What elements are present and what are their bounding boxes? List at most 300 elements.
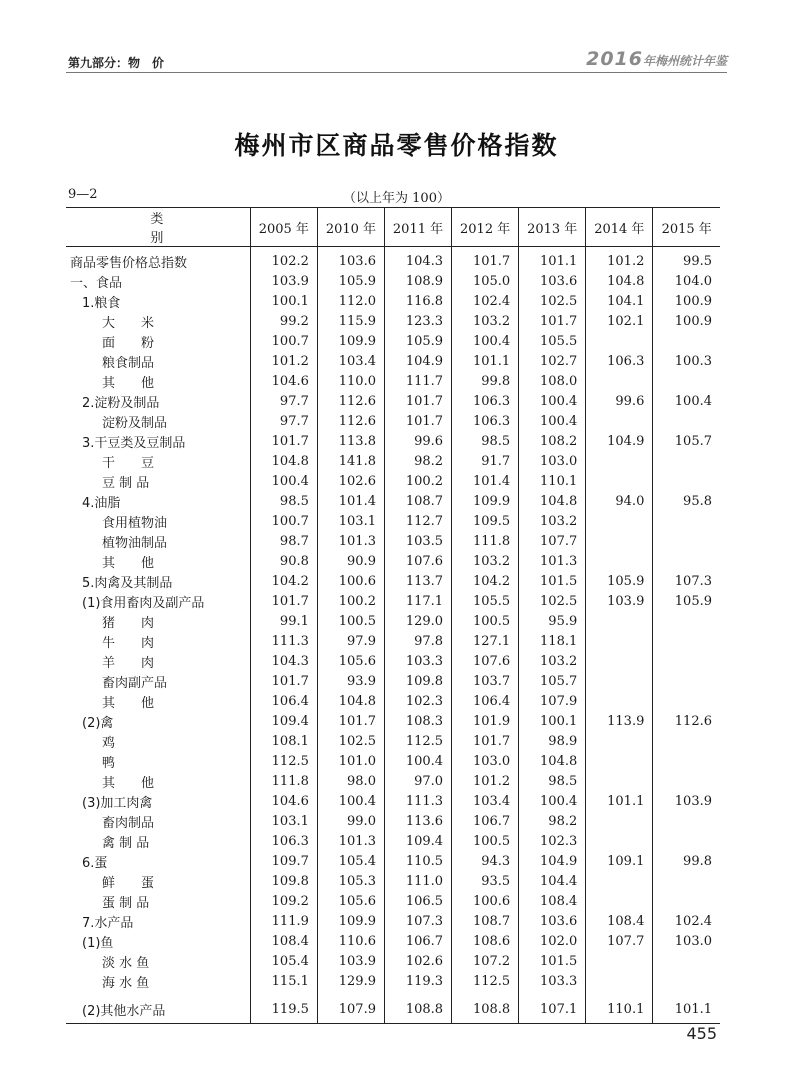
table-cell: 104.8 [519,751,586,771]
table-row [66,391,720,411]
table-cell: 107.9 [317,991,384,1024]
table-cell: 99.6 [384,431,451,451]
table-cell [653,471,720,491]
table-cell: 108.0 [519,371,586,391]
table-cell: 110.1 [586,991,653,1024]
table-cell: 103.9 [653,791,720,811]
table-row [66,371,720,391]
table-cell: 112.0 [317,291,384,311]
table-cell: 129.0 [384,611,451,631]
table-cell: 109.8 [384,671,451,691]
table-cell: 104.4 [519,871,586,891]
table-cell: 109.2 [250,891,317,911]
row-label: 商品零售价格总指数 [70,255,188,271]
table-cell: 127.1 [452,631,519,651]
table-row [66,791,720,811]
table-cell: 106.3 [250,831,317,851]
table-cell [586,411,653,431]
table-cell: 106.3 [452,411,519,431]
row-label: 植物油制品 [102,535,168,551]
table-row [66,911,720,931]
table-cell: 108.6 [452,931,519,951]
table-cell: 104.8 [586,271,653,291]
table-cell: 107.7 [586,931,653,951]
table-cell: 119.3 [384,971,451,991]
table-cell: 111.8 [452,531,519,551]
table-cell: 111.3 [384,791,451,811]
table-cell [653,411,720,431]
table-cell: 110.5 [384,851,451,871]
table-cell: 104.8 [317,691,384,711]
row-label: 淀粉及制品 [102,415,168,431]
column-header-2005: 2005 年 [250,208,317,247]
table-cell: 101.0 [317,751,384,771]
table-cell: 102.2 [250,247,317,272]
table-cell: 100.6 [317,571,384,591]
table-cell: 102.3 [519,831,586,851]
table-cell [586,611,653,631]
table-cell: 103.4 [317,351,384,371]
table-cell: 101.5 [519,571,586,591]
table-cell: 102.4 [452,291,519,311]
column-header-2012: 2012 年 [452,208,519,247]
table-cell: 105.0 [452,271,519,291]
table-cell: 109.7 [250,851,317,871]
row-label: 畜肉制品 [102,815,155,831]
row-label: 干 豆 [102,455,155,471]
table-cell: 115.9 [317,311,384,331]
row-label: 海 水 鱼 [102,975,150,991]
table-cell [586,751,653,771]
table-cell: 104.3 [250,651,317,671]
table-row [66,671,720,691]
table-cell: 108.7 [384,491,451,511]
table-cell: 101.7 [384,391,451,411]
table-row [66,411,720,431]
table-row [66,751,720,771]
row-label: 面 粉 [102,335,155,351]
table-row [66,851,720,871]
table-cell: 104.0 [653,271,720,291]
table-cell: 97.7 [250,391,317,411]
table-cell: 102.6 [384,951,451,971]
table-cell [653,371,720,391]
table-cell [586,551,653,571]
table-cell: 103.7 [452,671,519,691]
table-cell: 104.9 [384,351,451,371]
table-cell [653,951,720,971]
table-cell: 112.5 [250,751,317,771]
table-cell: 104.6 [250,371,317,391]
table-cell: 103.3 [519,971,586,991]
table-cell: 105.5 [519,331,586,351]
column-header-category: 类 别 [66,208,250,247]
table-cell: 101.1 [519,247,586,272]
column-header-2014: 2014 年 [586,208,653,247]
row-label: 3.干豆类及豆制品 [82,435,186,451]
table-row [66,971,720,991]
table-cell: 99.8 [653,851,720,871]
table-cell [653,511,720,531]
table-cell: 101.7 [452,247,519,272]
table-cell: 109.5 [452,511,519,531]
table-cell [653,451,720,471]
table-cell: 116.8 [384,291,451,311]
table-cell: 100.4 [653,391,720,411]
table-cell: 102.0 [519,931,586,951]
table-cell: 106.3 [586,351,653,371]
table-cell: 102.6 [317,471,384,491]
table-row [66,631,720,651]
table-cell: 104.2 [452,571,519,591]
table-cell: 98.9 [519,731,586,751]
table-cell: 108.4 [519,891,586,911]
table-row [66,591,720,611]
table-cell [653,811,720,831]
table-cell: 100.4 [317,791,384,811]
table-cell: 103.2 [519,511,586,531]
section-header: 第九部分：物 价 [68,56,165,70]
table-cell [653,871,720,891]
yearbook-name: 年梅州统计年鉴 [642,54,727,68]
table-cell: 98.2 [384,451,451,471]
table-cell [586,811,653,831]
table-cell: 118.1 [519,631,586,651]
table-cell: 112.6 [653,711,720,731]
table-cell: 101.2 [586,247,653,272]
table-cell: 100.7 [250,331,317,351]
row-label: (2)禽 [82,715,114,731]
table-cell: 98.0 [317,771,384,791]
table-cell: 106.4 [452,691,519,711]
table-cell: 103.2 [519,651,586,671]
table-cell: 102.1 [586,311,653,331]
table-cell: 103.2 [452,311,519,331]
table-cell [653,751,720,771]
table-cell: 100.5 [317,611,384,631]
column-header-2013: 2013 年 [519,208,586,247]
row-label: 畜肉副产品 [102,675,168,691]
table-cell: 113.6 [384,811,451,831]
table-cell [653,631,720,651]
table-cell: 105.5 [452,591,519,611]
table-cell: 108.9 [384,271,451,291]
table-cell [653,611,720,631]
table-cell: 100.7 [250,511,317,531]
column-header-2010: 2010 年 [317,208,384,247]
row-label: 鲜 蛋 [102,875,155,891]
table-cell: 105.9 [317,271,384,291]
table-cell: 98.5 [452,431,519,451]
table-cell: 101.1 [452,351,519,371]
table-cell: 101.4 [452,471,519,491]
table-row [66,351,720,371]
table-cell: 107.3 [384,911,451,931]
row-label: 其 他 [102,695,155,711]
row-label: 淡 水 鱼 [102,955,150,971]
row-label: 5.肉禽及其制品 [82,575,173,591]
table-cell: 100.9 [653,311,720,331]
table-cell: 101.2 [250,351,317,371]
table-cell: 97.7 [250,411,317,431]
table-row [66,731,720,751]
table-cell [586,891,653,911]
table-cell: 100.5 [452,831,519,851]
row-label: (1)鱼 [82,935,114,951]
table-cell: 102.7 [519,351,586,371]
table-cell: 104.8 [250,451,317,471]
table-cell: 101.7 [250,671,317,691]
table-row [66,951,720,971]
table-cell: 100.3 [653,351,720,371]
table-row [66,471,720,491]
table-row [66,291,720,311]
table-cell: 103.9 [250,271,317,291]
table-cell: 111.3 [250,631,317,651]
table-cell [653,971,720,991]
table-row [66,871,720,891]
table-cell: 100.9 [653,291,720,311]
table-row [66,931,720,951]
table-cell: 107.6 [384,551,451,571]
table-cell: 100.6 [452,891,519,911]
table-cell: 107.3 [653,571,720,591]
table-row [66,491,720,511]
table-cell: 103.2 [452,551,519,571]
row-label: 牛 肉 [102,635,155,651]
table-cell [653,531,720,551]
table-cell [586,671,653,691]
table-cell [586,371,653,391]
table-cell [653,671,720,691]
table-cell: 102.3 [384,691,451,711]
table-cell: 98.7 [250,531,317,551]
table-cell: 104.9 [519,851,586,871]
table-cell: 112.5 [384,731,451,751]
table-cell: 107.2 [452,951,519,971]
table-cell: 105.9 [586,571,653,591]
table-row [66,247,720,272]
table-cell [586,511,653,531]
table-cell [586,451,653,471]
table-cell: 103.6 [519,911,586,931]
table-cell: 100.4 [452,331,519,351]
table-cell: 98.2 [519,811,586,831]
row-label: 鸭 [102,755,116,771]
table-cell: 101.1 [586,791,653,811]
table-cell: 103.9 [586,591,653,611]
table-cell: 103.0 [519,451,586,471]
table-cell: 101.5 [519,951,586,971]
table-row [66,571,720,591]
table-row [66,691,720,711]
table-cell: 99.2 [250,311,317,331]
row-label: 2.淀粉及制品 [82,395,160,411]
table-header-row [66,208,720,247]
table-cell [653,771,720,791]
table-cell: 109.9 [317,911,384,931]
table-cell: 105.6 [317,891,384,911]
table-cell: 103.0 [653,931,720,951]
table-row [66,531,720,551]
row-label: 羊 肉 [102,655,155,671]
table-row [66,651,720,671]
row-label: 禽 制 品 [102,835,150,851]
price-index-table [66,207,720,1024]
row-label: 1.粮食 [82,295,121,311]
table-cell: 101.7 [250,591,317,611]
table-cell: 93.5 [452,871,519,891]
table-cell: 97.8 [384,631,451,651]
table-cell: 129.9 [317,971,384,991]
table-cell: 99.5 [653,247,720,272]
table-body [66,247,720,1024]
table-cell [586,651,653,671]
table-cell: 100.4 [250,471,317,491]
table-cell: 104.6 [250,791,317,811]
table-row [66,711,720,731]
table-cell: 100.4 [384,751,451,771]
table-cell: 103.5 [384,531,451,551]
table-cell: 100.4 [519,791,586,811]
table-cell: 95.9 [519,611,586,631]
table-cell: 101.7 [317,711,384,731]
table-cell: 99.8 [452,371,519,391]
table-row [66,551,720,571]
table-row [66,431,720,451]
table-cell: 100.4 [519,411,586,431]
table-row [66,311,720,331]
table-cell: 109.1 [586,851,653,871]
yearbook-year: 2016 [586,48,643,70]
table-cell: 117.1 [384,591,451,611]
table-cell: 115.1 [250,971,317,991]
table-cell: 105.7 [519,671,586,691]
table-cell: 110.1 [519,471,586,491]
table-cell: 94.0 [586,491,653,511]
header-rule [66,72,727,73]
row-label: 蛋 制 品 [102,895,150,911]
row-label: (2)其他水产品 [66,991,250,1024]
table-cell: 101.3 [317,831,384,851]
table-cell: 90.9 [317,551,384,571]
table-cell: 101.2 [452,771,519,791]
table-row [66,811,720,831]
column-header-2011: 2011 年 [384,208,451,247]
row-label: 猪 肉 [102,615,155,631]
table-cell: 100.2 [317,591,384,611]
table-cell: 104.3 [384,247,451,272]
table-cell: 105.6 [317,651,384,671]
table-cell: 107.1 [519,991,586,1024]
row-label: 7.水产品 [82,915,134,931]
table-cell: 103.4 [452,791,519,811]
table-cell [653,691,720,711]
table-cell [653,651,720,671]
table-cell: 113.8 [317,431,384,451]
row-label: 豆 制 品 [102,475,150,491]
table-cell: 108.8 [452,991,519,1024]
unit-note: （以上年为 100） [343,191,450,206]
table-cell: 105.4 [250,951,317,971]
row-label: 4.油脂 [82,495,121,511]
table-cell [586,951,653,971]
table-cell: 103.1 [317,511,384,531]
table-cell: 119.5 [250,991,317,1024]
row-label: 其 他 [102,375,155,391]
table-cell: 107.9 [519,691,586,711]
row-label: (1)食用畜肉及副产品 [82,595,205,611]
table-cell: 100.2 [384,471,451,491]
table-cell: 99.1 [250,611,317,631]
table-cell: 104.9 [586,431,653,451]
table-cell [653,731,720,751]
table-cell: 111.0 [384,871,451,891]
table-cell: 98.5 [250,491,317,511]
column-header-2015: 2015 年 [653,208,720,247]
table-cell: 101.7 [519,311,586,331]
table-cell: 101.4 [317,491,384,511]
row-label: 鸡 [102,735,116,751]
yearbook-header [586,48,727,70]
table-cell: 99.0 [317,811,384,831]
table-cell: 105.3 [317,871,384,891]
table-cell [653,831,720,851]
table-cell: 113.9 [586,711,653,731]
table-cell [586,771,653,791]
table-cell: 105.4 [317,851,384,871]
table-cell [586,971,653,991]
table-cell [586,631,653,651]
table-cell: 91.7 [452,451,519,471]
table-cell: 103.3 [384,651,451,671]
table-cell: 98.5 [519,771,586,791]
table-row [66,771,720,791]
table-code: 9—2 [68,187,98,202]
page-title: 梅州市区商品零售价格指数 [234,131,559,160]
row-label: 6.蛋 [82,855,108,871]
table-cell: 104.2 [250,571,317,591]
table-cell: 106.7 [452,811,519,831]
table-cell: 93.9 [317,671,384,691]
table-cell: 106.3 [452,391,519,411]
table-cell: 107.7 [519,531,586,551]
row-label: 一、食品 [70,275,123,291]
table-cell: 108.2 [519,431,586,451]
table-cell: 112.7 [384,511,451,531]
table-row [66,271,720,291]
table-cell: 112.6 [317,411,384,431]
table-cell: 101.7 [250,431,317,451]
row-label: 其 他 [102,775,155,791]
table-cell [586,691,653,711]
table-cell: 111.9 [250,911,317,931]
table-cell: 105.9 [653,591,720,611]
table-cell: 101.9 [452,711,519,731]
table-cell: 108.4 [586,911,653,931]
table-cell [586,471,653,491]
table-cell: 108.8 [384,991,451,1024]
row-label: (3)加工肉禽 [82,795,153,811]
table-cell: 95.8 [653,491,720,511]
table-cell: 108.4 [250,931,317,951]
table-cell: 101.1 [653,991,720,1024]
table-cell: 141.8 [317,451,384,471]
table-row [66,611,720,631]
table-cell: 112.6 [317,391,384,411]
table-cell: 103.6 [519,271,586,291]
table-cell: 102.5 [519,291,586,311]
